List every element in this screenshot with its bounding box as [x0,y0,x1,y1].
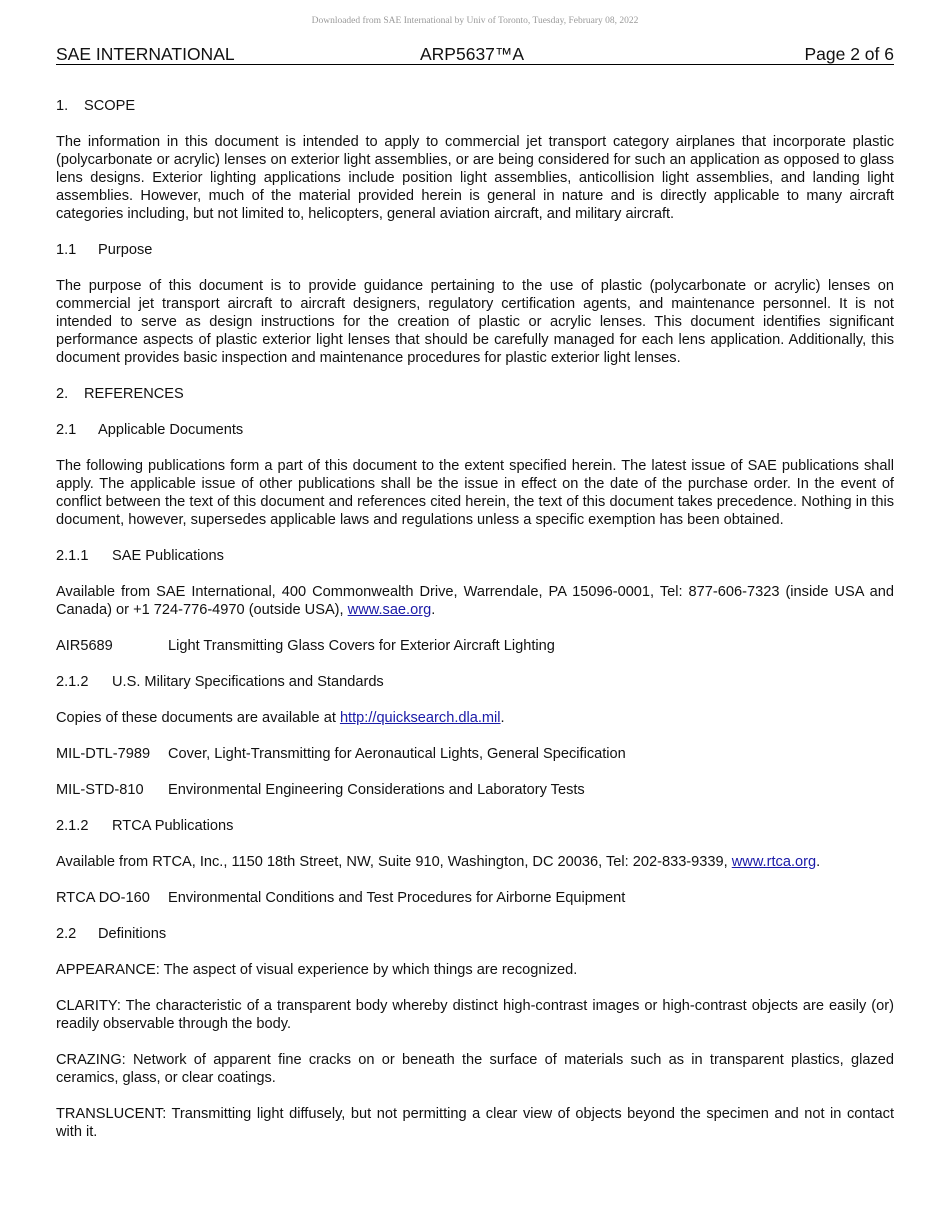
section-heading-definitions [56,925,894,943]
section-heading-references [56,385,894,403]
section-heading-purpose [56,241,894,259]
section-title: SAE Publications [112,548,224,564]
purpose-paragraph: The purpose of this document is to provide guidance pertaining to the use of plastic (polycarbonate or acrylic) lenses on commercial jet transport aircraft to aircraft designers, regulatory certification agents, and maintenance personnel. It is not intended to serve as design instructions for the creation of plastic or acrylic lenses. This document identifies significant performance aspects of plastic exterior light lenses that should be carefully managed for each lens application. Additionally, this document provides basic inspection and maintenance procedures for plastic exterior light lenses. [56,278,894,366]
sae-availability-paragraph [56,583,894,619]
sentence-end: . [816,854,821,870]
header-org: SAE INTERNATIONAL [56,44,235,64]
section-number: 1.1 [56,242,77,258]
section-number: 1. [56,98,69,114]
section-title: Definitions [98,926,167,942]
section-heading-sae-publications [56,547,894,565]
section-number: 2.1.2 [56,818,89,834]
reference-item [56,889,894,907]
sae-availability-text: Available from SAE International, 400 Commonwealth Drive, Warrendale, PA 15096-0001, Tel: 877-606-7323 (inside USA and Canada) or +1 724-776-4970 (outside USA), [56,584,894,618]
section-heading-military-specs [56,673,894,691]
rtca-availability-text: Available from RTCA, Inc., 1150 18th Street, NW, Suite 910, Washington, DC 20036, Tel: 202-833-9339, [56,854,732,870]
sentence-end: . [500,710,505,726]
military-availability-text: Copies of these documents are available at [56,710,340,726]
reference-code: MIL-STD-810 [56,782,144,798]
header-doc-id: ARP5637™A [420,44,525,64]
definition-crazing: CRAZING: Network of apparent fine cracks on or beneath the surface of materials such as in transparent plastics, glazed ceramics, glass, or clear coatings. [56,1052,894,1086]
rtca-website-link[interactable]: www.rtca.org [731,854,817,870]
section-title: Applicable Documents [98,422,244,438]
download-watermark: Downloaded from SAE International by Univ of Toronto, Tuesday, February 08, 2022 [311,16,639,26]
rtca-availability-paragraph [56,853,894,871]
section-number: 2. [56,386,69,402]
page-header [56,44,894,65]
reference-item [56,781,894,799]
section-heading-applicable-documents [56,421,894,439]
definition-clarity: CLARITY: The characteristic of a transparent body whereby distinct high-contrast images or high-contrast objects are easily (or) readily observable through the body. [56,998,894,1032]
reference-item [56,637,894,655]
reference-item [56,745,894,763]
quicksearch-link[interactable]: http://quicksearch.dla.mil [339,710,501,726]
section-title: REFERENCES [84,386,184,402]
reference-code: RTCA DO-160 [56,890,150,906]
section-number: 2.1.2 [56,674,89,690]
reference-code: MIL-DTL-7989 [56,746,151,762]
reference-code: AIR5689 [56,638,113,654]
section-number: 2.2 [56,926,77,942]
scope-paragraph: The information in this document is intended to apply to commercial jet transport category airplanes that incorporate plastic (polycarbonate or acrylic) lenses on exterior light assemblies, or are being considered for such an application as opposed to glass lens designs. Exterior lighting applications include position light assemblies, anticollision light assemblies, and landing light assemblies. However, much of the material provided herein is general in nature and is directly applicable to many aircraft categories including, but not limited to, helicopters, general aviation aircraft, and military aircraft. [56,134,894,222]
definition-appearance: APPEARANCE: The aspect of visual experience by which things are recognized. [56,962,578,978]
section-title: U.S. Military Specifications and Standards [112,674,384,690]
sae-website-link[interactable]: www.sae.org [347,602,432,618]
section-title: RTCA Publications [112,818,234,834]
definition-translucent: TRANSLUCENT: Transmitting light diffusely, but not permitting a clear view of objects beyond the specimen and not in contact with it. [56,1106,894,1140]
reference-title: Cover, Light-Transmitting for Aeronautical Lights, General Specification [168,746,626,762]
section-number: 2.1 [56,422,77,438]
military-availability-paragraph [56,709,894,727]
section-title: SCOPE [84,98,136,114]
section-title: Purpose [98,242,153,258]
header-page-number: Page 2 of 6 [804,44,894,64]
section-heading-scope [56,97,894,115]
section-number: 2.1.1 [56,548,89,564]
sentence-end: . [431,602,436,618]
document-body [56,97,894,1159]
applicable-documents-paragraph: The following publications form a part of this document to the extent specified herein. The latest issue of SAE publications shall apply. The applicable issue of other publications shall be the issue in effect on the date of the purchase order. In the event of conflict between the text of this document and references cited herein, the text of this document takes precedence. Nothing in this document, however, supersedes applicable laws and regulations unless a specific exemption has been obtained. [56,458,894,528]
reference-title: Light Transmitting Glass Covers for Exterior Aircraft Lighting [168,638,555,654]
reference-title: Environmental Conditions and Test Procedures for Airborne Equipment [168,890,626,906]
reference-title: Environmental Engineering Considerations and Laboratory Tests [168,782,585,798]
section-heading-rtca-publications [56,817,894,835]
